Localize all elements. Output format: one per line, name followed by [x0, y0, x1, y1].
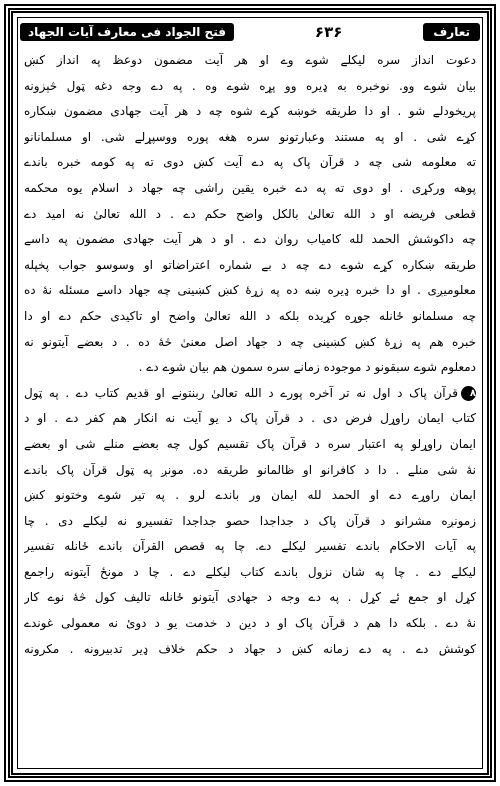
text-line: کړے شی . او په مستند وعبارتونو سره هغه پوره ووسپړلے شی. او مسلمانانو: [24, 129, 476, 144]
numbered-paragraph-start: [24, 381, 476, 407]
section-number-badge: ۸: [461, 386, 476, 401]
section-label: تعارف: [423, 23, 480, 41]
text-line: کړل او جمع ئے کړل . په دے وجه د جهادی آیتونو ځانله تالیف کول څهٔ نوے کار: [24, 590, 476, 605]
text-line: دعوت انداز سره لیکلے شوے وے او هر آیت مضمون دوعظ په انداز کښ: [24, 53, 476, 67]
page-number: ۶۳۶: [314, 23, 343, 41]
text-line: قطعی فریضه او د الله تعالیٰ بالکل واضح حکم دے . د الله تعالیٰ نه امید دے: [24, 206, 476, 221]
text-line: ایمان راوړے دے او الحمد لله ایمان ور باندے لرو . په تیر شوے وختونو کښ: [24, 488, 476, 503]
text-line: په آیات الاحکام باندے تفسیر لیکلے دے. چا په قصص القرآن باندے ځانله تفسیر: [24, 539, 476, 554]
text-line: طریقه ښکاره کړے شوے دے چه د بے شماره اعتراضاتو او وسوسو جواب پخپله: [24, 257, 476, 272]
book-title: فتح الجواد فی معارف آیات الجهاد: [20, 23, 234, 41]
text-line: قرآن پاک د اول نه تر آخره پورے د الله تعالیٰ ربنتونے او قدیم کتاب دے . په ټول: [24, 385, 458, 400]
text-line: دمعلوم شوے سبقونو د موجوده زمانے سره سمون هم بیان شوے دے .: [138, 360, 476, 375]
text-line: لیکلے دے . چا په شان نزول باندے کتاب لیکلے دے . چا د مونځ آیتونه راجمع: [24, 564, 476, 579]
text-line: کوشش دے . په دے زمانه کښ د جهاد د حکم خلاف ډیر تدبیرونه . مکرونه: [24, 641, 476, 656]
text-line: نهٔ دے . بلکه دا هم د قرآن پاک او د دین د خدمت یو د دوئ نه معمولی غوندے: [24, 616, 476, 631]
text-line: معلومیږی . او دا خبره ډیره ښه ده په زړهٔ کښ کښینی چه جهاد داسے مسئله نهٔ ده: [24, 283, 476, 298]
text-line: بیان شوے وو. نوخبره به ډیره وو پړه شوے وه . په دے وجه دغه ټول څېزونه: [24, 78, 476, 93]
text-line: چه مسلمانو ځانله جوړه کړیده بلکه د الله تعالیٰ واضح او تاکیدی حکم دے او دا: [24, 308, 476, 323]
text-line: کتاب ایمان راوړل فرض دی . د قرآن پاک د یو آیت نه انکار هم کفر دے . او د: [24, 411, 476, 426]
text-line: نهٔ شی منلے . دا د کافرانو او ظالمانو طریقه ده. مونږ په ټول قرآن پاک باندے: [24, 462, 476, 477]
text-line: خبره هم په زړهٔ کښ کښینی چه د جهاد اصل معنیٰ څهٔ ده . د بعضے آیتونو نه: [24, 334, 476, 349]
text-line: ته معلومه شی چه د قرآن پاک په دے آیت کښ دوی ته په کومه خبره باندے: [24, 155, 476, 170]
text-line: چه داکوشش الحمد لله کامیاب روان دے . او د هر آیت جهادی مضمون په داسے: [24, 232, 476, 247]
text-line: پوهه ورکړی . او دوی ته په دے خبره یقین راشی چه جهاد د اسلام یوه محکمه: [24, 180, 476, 195]
text-line: ایمان راوړلو په اعتبار سره د قرآن پاک تقسیم کول چه بعضے منلے شی او بعضے: [24, 436, 476, 451]
text-line: زمونږه مشرانو د قرآن پاک د جداجدا حصو جداجدا تفسیرو نه لیکلے دی . چا: [24, 513, 476, 528]
page-body: [24, 48, 476, 764]
text-line: پریخودلے شو . او دا طریقه خوښه کړے شوه چه د هر آیت جهادی مضمون ښکاره: [24, 104, 476, 119]
page-header: [20, 20, 480, 44]
